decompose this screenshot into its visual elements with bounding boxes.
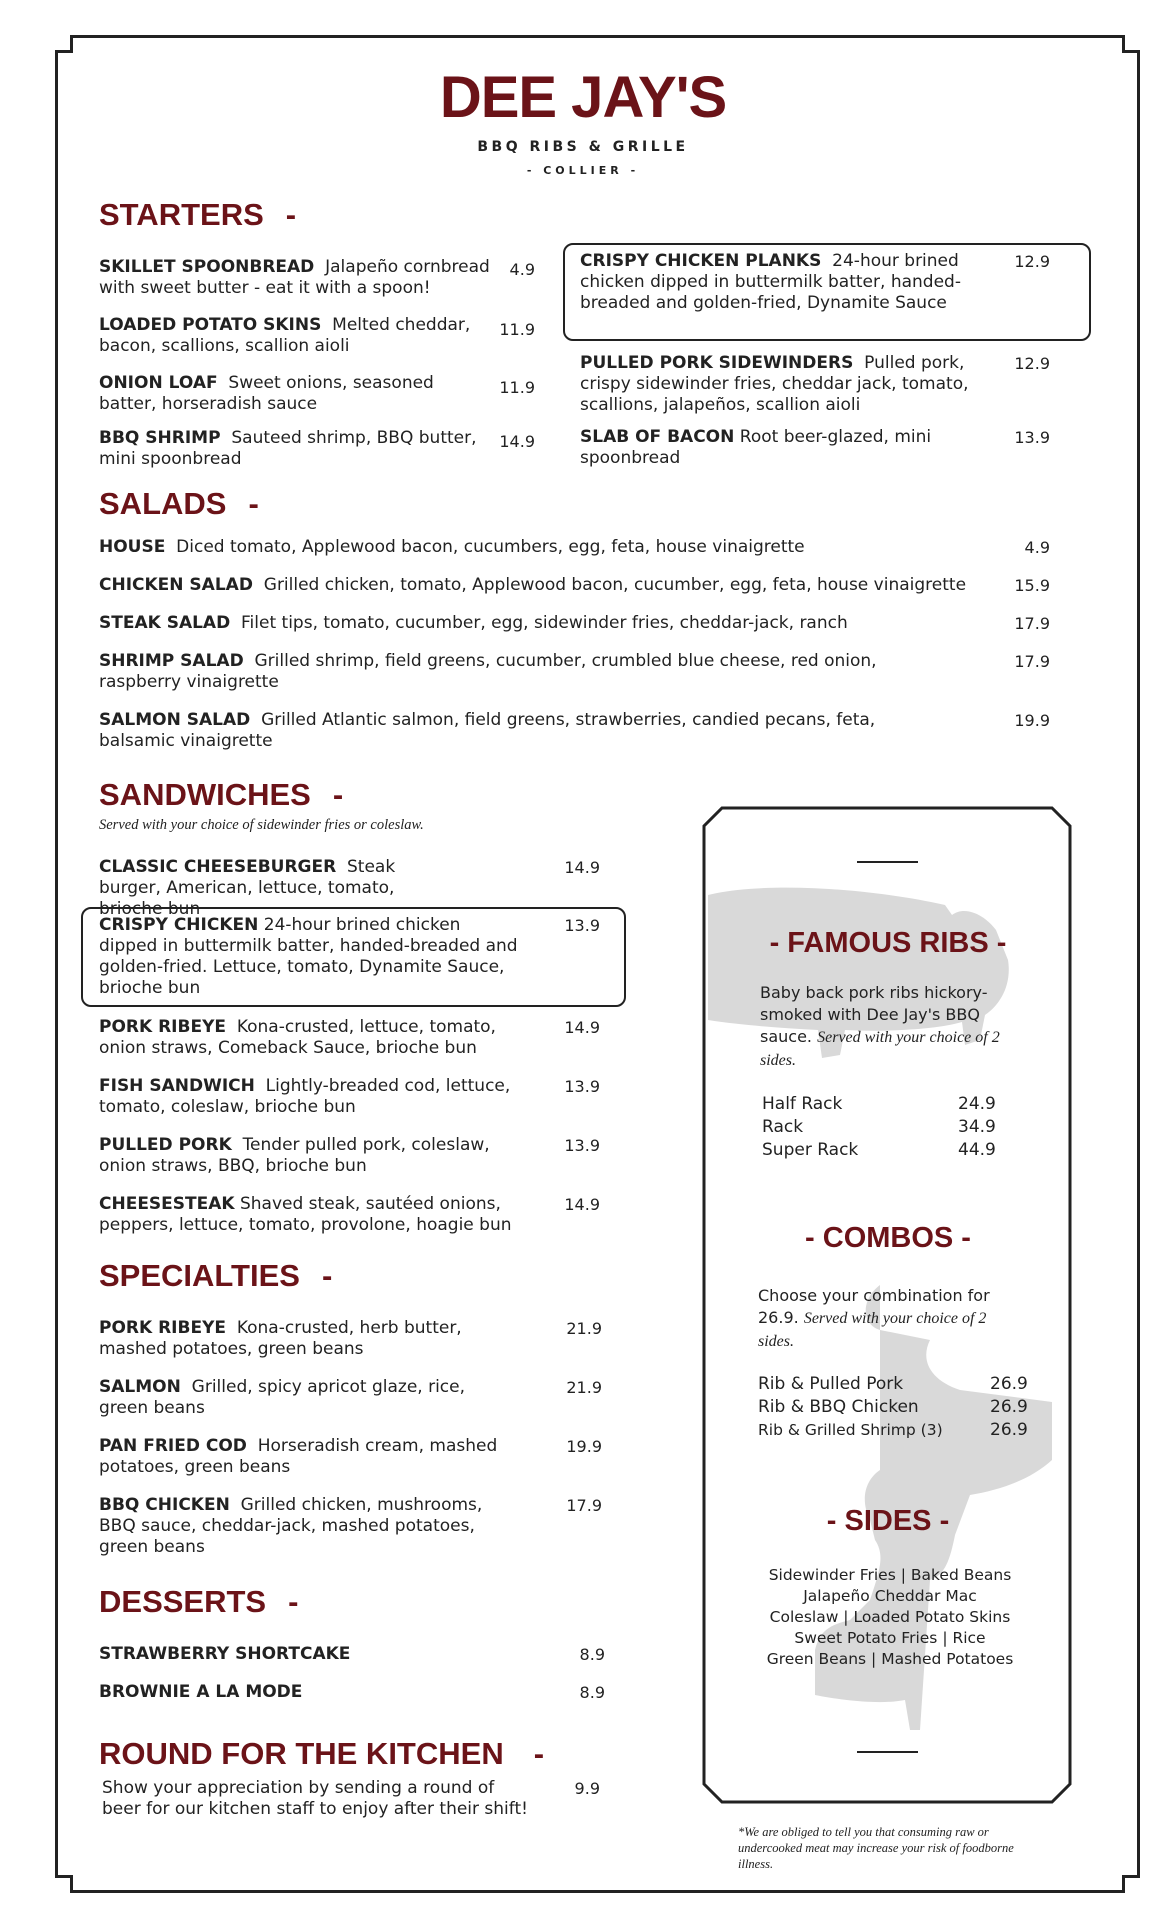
item-price: 13.9 bbox=[564, 916, 600, 935]
ribs-option-price: 24.9 bbox=[958, 1094, 996, 1114]
item-price: 12.9 bbox=[1014, 252, 1050, 271]
item-price: 8.9 bbox=[579, 1683, 605, 1702]
combo-option-price: 26.9 bbox=[990, 1374, 1028, 1394]
menu-item: CLASSIC CHEESEBURGER Steak burger, American, lettuce, tomato, brioche bun bbox=[99, 857, 396, 919]
combo-option-label: Rib & Pulled Pork bbox=[758, 1374, 904, 1394]
ribs-option-label: Rack bbox=[762, 1117, 804, 1137]
item-price: 19.9 bbox=[566, 1437, 602, 1456]
menu-item: PORK RIBEYE Kona-crusted, herb butter, mashed potatoes, green beans bbox=[99, 1318, 462, 1359]
combo-option-price: 26.9 bbox=[990, 1397, 1028, 1417]
menu-item: CRISPY CHICKEN 24-hour brined chicken dipped in buttermilk batter, handed-breaded and golden-fried. Lettuce, tomato, Dynamite Sauce, brioche bun bbox=[99, 915, 518, 998]
menu-item: BBQ SHRIMP Sauteed shrimp, BBQ butter, mini spoonbread bbox=[99, 428, 477, 469]
kitchen-description: Show your appreciation by sending a round of beer for our kitchen staff to enjoy after their shift! bbox=[102, 1778, 528, 1819]
item-price: 14.9 bbox=[499, 432, 535, 451]
menu-item: CRISPY CHICKEN PLANKS 24-hour brined chicken dipped in buttermilk batter, handed-breaded and golden-fried, Dynamite Sauce bbox=[580, 251, 961, 313]
ribs-option-label: Half Rack bbox=[762, 1094, 843, 1114]
combo-option-price: 26.9 bbox=[990, 1420, 1028, 1440]
menu-item: STEAK SALAD Filet tips, tomato, cucumber, egg, sidewinder fries, cheddar-jack, ranch bbox=[99, 613, 848, 633]
item-price: 4.9 bbox=[509, 260, 535, 279]
item-price: 13.9 bbox=[564, 1077, 600, 1096]
restaurant-location: - COLLIER - bbox=[526, 164, 640, 177]
desserts-heading: DESSERTS - bbox=[99, 1584, 299, 1619]
item-price: 17.9 bbox=[1014, 614, 1050, 633]
item-price: 17.9 bbox=[1014, 652, 1050, 671]
menu-item: LOADED POTATO SKINS Melted cheddar, bacon, scallions, scallion aioli bbox=[99, 315, 471, 356]
sandwiches-heading: SANDWICHES - bbox=[99, 777, 344, 812]
menu-item: FISH SANDWICH Lightly-breaded cod, lettuce, tomato, coleslaw, brioche bun bbox=[99, 1076, 511, 1117]
item-price: 15.9 bbox=[1014, 576, 1050, 595]
item-price: 17.9 bbox=[566, 1496, 602, 1515]
item-price: 11.9 bbox=[499, 378, 535, 397]
sides-heading: - SIDES - bbox=[826, 1505, 950, 1537]
menu-item: PORK RIBEYE Kona-crusted, lettuce, tomato, onion straws, Comeback Sauce, brioche bun bbox=[99, 1017, 496, 1058]
sandwiches-note: Served with your choice of sidewinder fries or coleslaw. bbox=[99, 817, 424, 833]
menu-item: PAN FRIED COD Horseradish cream, mashed potatoes, green beans bbox=[99, 1436, 498, 1477]
sides-line: Jalapeño Cheddar Mac bbox=[803, 1587, 977, 1605]
menu-item: SALMON Grilled, spicy apricot glaze, rice, green beans bbox=[99, 1377, 466, 1418]
menu-item: BROWNIE A LA MODE bbox=[99, 1682, 303, 1702]
item-price: 21.9 bbox=[566, 1319, 602, 1338]
salads-heading: SALADS - bbox=[99, 486, 259, 521]
sides-line: Coleslaw | Loaded Potato Skins bbox=[769, 1608, 1011, 1626]
ribs-description: Baby back pork ribs hickory-smoked with Dee Jay's BBQ sauce. Served with your choice of 2 sides. bbox=[760, 983, 1000, 1069]
starters-heading: STARTERS - bbox=[99, 197, 297, 232]
menu-item: SKILLET SPOONBREAD Jalapeño cornbread with sweet butter - eat it with a spoon! bbox=[99, 257, 490, 298]
ribs-option-price: 44.9 bbox=[958, 1140, 996, 1160]
combo-option-label: Rib & Grilled Shrimp (3) bbox=[758, 1421, 943, 1439]
item-price: 4.9 bbox=[1024, 538, 1050, 557]
ribs-heading: - FAMOUS RIBS - bbox=[769, 927, 1007, 959]
item-price: 11.9 bbox=[499, 320, 535, 339]
menu-item: STRAWBERRY SHORTCAKE bbox=[99, 1644, 351, 1664]
sides-line: Sidewinder Fries | Baked Beans bbox=[768, 1566, 1012, 1584]
menu-item: SLAB OF BACON Root beer-glazed, mini spoonbread bbox=[580, 427, 932, 468]
restaurant-name: DEE JAY'S bbox=[439, 65, 727, 130]
item-price: 14.9 bbox=[564, 1018, 600, 1037]
item-price: 12.9 bbox=[1014, 354, 1050, 373]
menu-item: PULLED PORK Tender pulled pork, coleslaw, onion straws, BBQ, brioche bun bbox=[99, 1135, 490, 1176]
raw-meat-disclaimer: *We are obliged to tell you that consuming raw or undercooked meat may increase your risk of foodborne illness. bbox=[738, 1825, 1014, 1871]
combos-description: Choose your combination for 26.9. Served with your choice of 2 sides. bbox=[758, 1286, 990, 1350]
restaurant-subtitle: BBQ RIBS & GRILLE bbox=[477, 139, 689, 155]
specialties-heading: SPECIALTIES - bbox=[99, 1258, 333, 1293]
menu-item: CHICKEN SALAD Grilled chicken, tomato, Applewood bacon, cucumber, egg, feta, house vinaigrette bbox=[99, 575, 967, 595]
item-price: 13.9 bbox=[564, 1136, 600, 1155]
item-price: 8.9 bbox=[579, 1645, 605, 1664]
item-price: 14.9 bbox=[564, 858, 600, 877]
item-price: 13.9 bbox=[1014, 428, 1050, 447]
kitchen-heading: ROUND FOR THE KITCHEN - bbox=[99, 1736, 545, 1771]
sides-line: Green Beans | Mashed Potatoes bbox=[766, 1650, 1014, 1668]
item-price: 9.9 bbox=[574, 1779, 600, 1798]
ribs-option-label: Super Rack bbox=[762, 1140, 859, 1160]
menu-item: ONION LOAF Sweet onions, seasoned batter, horseradish sauce bbox=[99, 373, 434, 414]
item-price: 14.9 bbox=[564, 1195, 600, 1214]
menu-item: SALMON SALAD Grilled Atlantic salmon, field greens, strawberries, candied pecans, feta, balsamic vinaigrette bbox=[99, 710, 876, 751]
item-price: 19.9 bbox=[1014, 711, 1050, 730]
menu-item: CHEESESTEAK Shaved steak, sautéed onions, peppers, lettuce, tomato, provolone, hoagie bun bbox=[99, 1194, 512, 1235]
ribs-option-price: 34.9 bbox=[958, 1117, 996, 1137]
combos-heading: - COMBOS - bbox=[805, 1222, 971, 1254]
combo-option-label: Rib & BBQ Chicken bbox=[758, 1397, 919, 1417]
menu-item: PULLED PORK SIDEWINDERS Pulled pork, crispy sidewinder fries, cheddar jack, tomato, scallions, jalapeños, scallion aioli bbox=[580, 353, 969, 415]
menu-item: SHRIMP SALAD Grilled shrimp, field greens, cucumber, crumbled blue cheese, red onion, raspberry vinaigrette bbox=[99, 651, 877, 692]
menu-item: HOUSE Diced tomato, Applewood bacon, cucumbers, egg, feta, house vinaigrette bbox=[99, 537, 805, 557]
sides-line: Sweet Potato Fries | Rice bbox=[794, 1629, 986, 1647]
menu-item: BBQ CHICKEN Grilled chicken, mushrooms, BBQ sauce, cheddar-jack, mashed potatoes, green beans bbox=[99, 1495, 483, 1557]
item-price: 21.9 bbox=[566, 1378, 602, 1397]
